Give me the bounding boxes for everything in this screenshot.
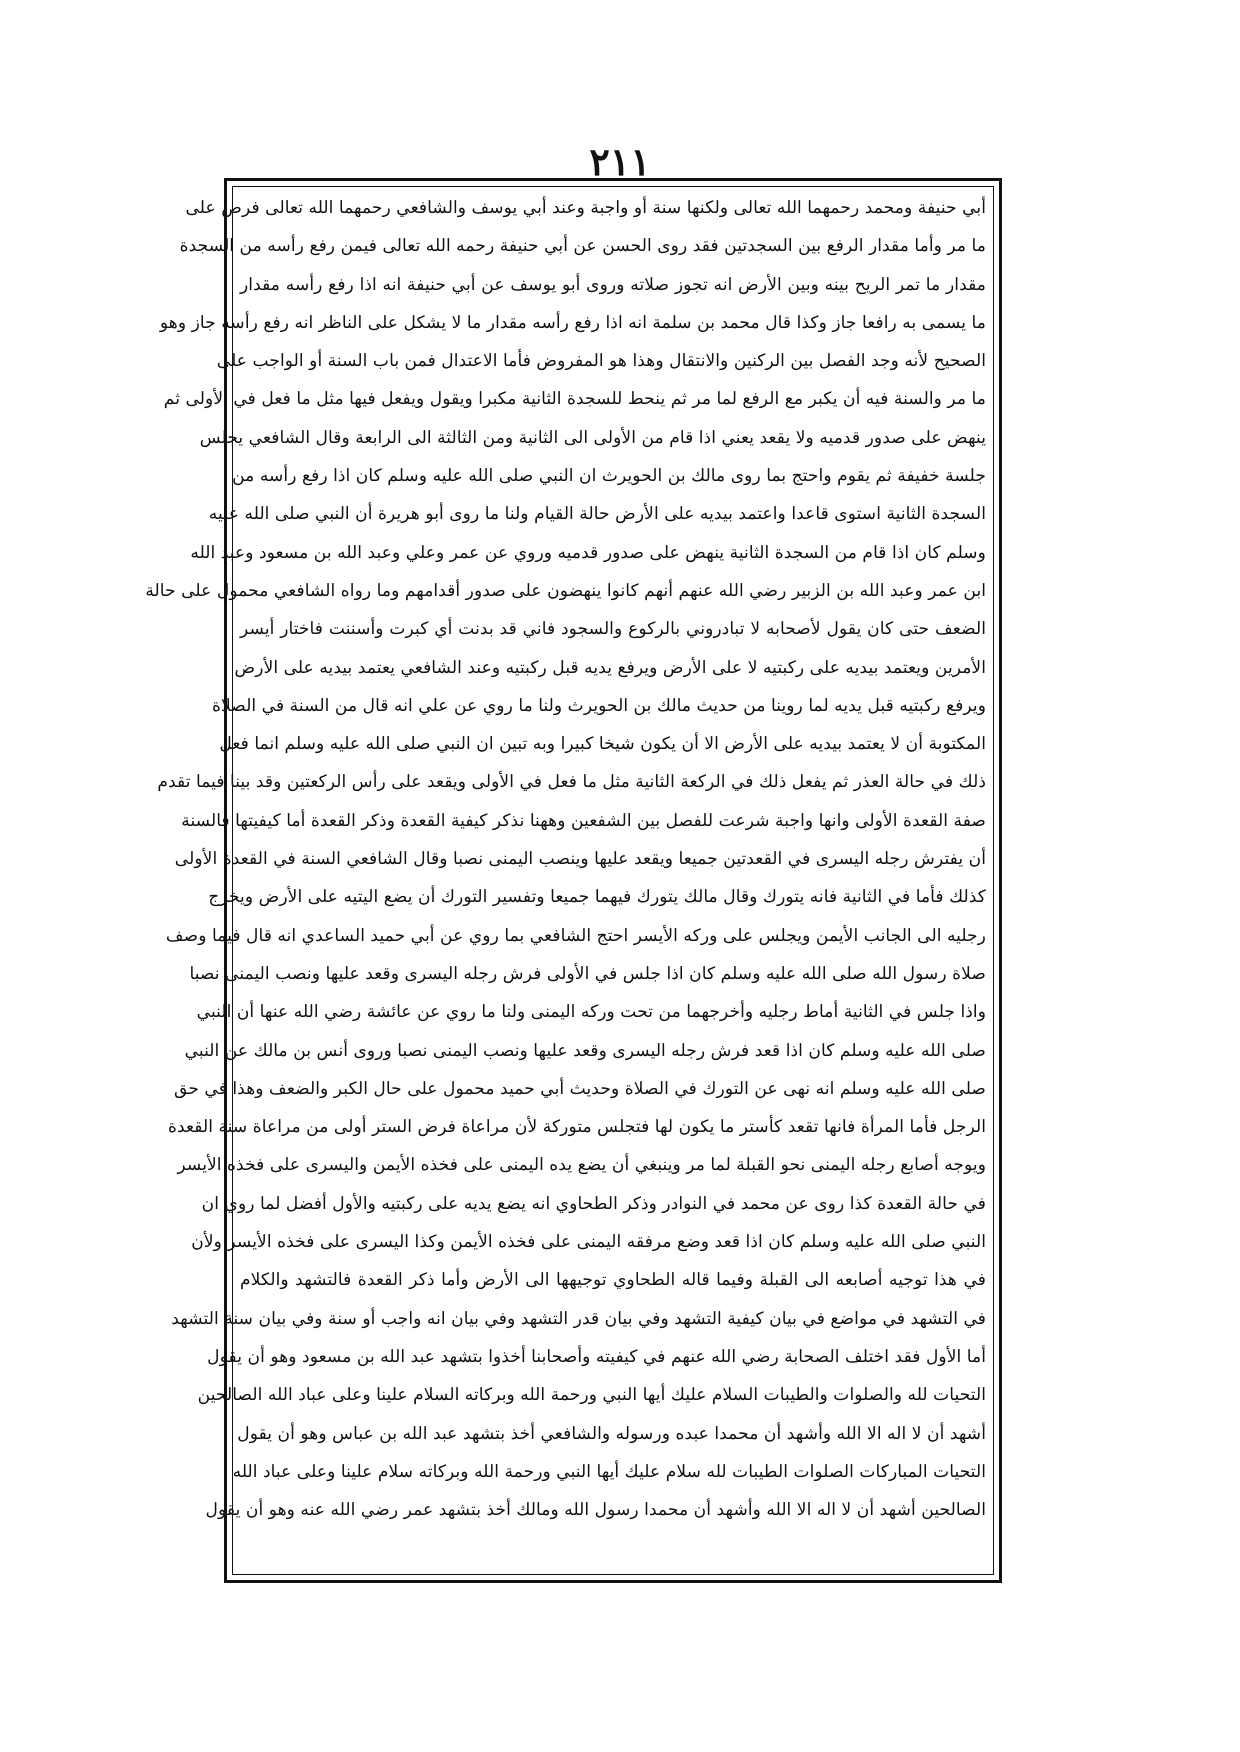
- text-line: الصالحين أشهد أن لا اله الا الله وأشهد أن محمدا رسول الله ومالك أخذ بتشهد عمر رضي الله عنه وهو أن يقول: [205, 1500, 986, 1521]
- text-line: ينهض على صدور قدميه ولا يقعد يعني اذا قام من الأولى الى الثانية ومن الثالثة الى الرابعة وقال الشافعي يجلس: [199, 427, 986, 448]
- text-line: مقدار ما تمر الريح بينه وبين الأرض انه تجوز صلاته وروى أبو يوسف عن أبي حنيفة انه اذا رفع رأسه مقدار: [240, 274, 986, 295]
- text-line: صلى الله عليه وسلم كان اذا قعد فرش رجله اليسرى وقعد عليها ونصب اليمنى نصبا وروى أنس بن مالك عن النبي: [184, 1040, 986, 1061]
- text-body: [145, 189, 986, 1569]
- text-line: ويرفع ركبتيه قبل يديه لما روينا من حديث مالك بن الحويرث ولنا ما روي عن علي انه قال من السنة في الصلاة: [212, 695, 986, 716]
- text-line: ما يسمى به رافعا جاز وكذا قال محمد بن سلمة انه اذا رفع رأسه مقدار ما لا يشكل على الناظر انه رفع رأسه جاز وهو: [159, 312, 986, 333]
- text-line: أشهد أن لا اله الا الله وأشهد أن محمدا عبده ورسوله والشافعي أخذ بتشهد عبد الله بن عباس وهو أن يقول: [237, 1423, 986, 1444]
- page-number: ٢١١: [589, 139, 651, 184]
- text-line: التحيات المباركات الصلوات الطيبات لله سلام عليك أيها النبي ورحمة الله وبركاته سلام علينا وعلى عباد الله: [232, 1461, 986, 1482]
- text-line: أبي حنيفة ومحمد رحمهما الله تعالى ولكنها سنة أو واجبة وعند أبي يوسف والشافعي رحمهما الله تعالى فرض على: [185, 198, 986, 218]
- text-line: أما الأول فقد اختلف الصحابة رضي الله عنهم في كيفيته وأصحابنا أخذوا بتشهد عبد الله بن مسعود وهو أن يقول: [207, 1346, 986, 1367]
- text-line: السجدة الثانية استوى قاعدا واعتمد بيديه على الأرض حالة القيام ولنا ما روى أبو هريرة أن النبي صلى الله عليه: [208, 504, 986, 525]
- text-line: صلى الله عليه وسلم انه نهى عن التورك في الصلاة وحديث أبي حميد محمول على حال الكبر والضعف وهذا في حق: [173, 1078, 986, 1099]
- text-line: الرجل فأما المرأة فانها تقعد كأستر ما يكون لها فتجلس متوركة لأن مراعاة فرض الستر أولى من مراعاة سنة القعدة: [167, 1117, 986, 1138]
- text-line: ابن عمر وعبد الله بن الزبير رضي الله عنهم أنهم كانوا ينهضون على صدور أقدامهم وما رواه الشافعي محمول على حالة: [145, 580, 986, 601]
- text-line: وسلم كان اذا قام من السجدة الثانية ينهض على صدور قدميه وروي عن عمر وعلي وعبد الله بن مسعود وعبد الله: [190, 542, 986, 563]
- text-line: أن يفترش رجله اليسرى في القعدتين جميعا ويقعد عليها وينصب اليمنى نصبا وقال الشافعي السنة في القعدة الأولى: [174, 849, 986, 870]
- text-line: التحيات لله والصلوات والطيبات السلام عليك أيها النبي ورحمة الله وبركاته السلام علينا وعلى عباد الله الصالحين: [197, 1385, 986, 1406]
- text-line: ما مر والسنة فيه أن يكبر مع الرفع لما مر ثم ينحط للسجدة الثانية مكبرا ويقول ويفعل فيها مثل ما فعل في الأولى ثم: [163, 389, 986, 410]
- text-line: في حالة القعدة كذا روى عن محمد في النوادر وذكر الطحاوي انه يضع يديه على ركبتيه والأول أفضل لما روي ان: [201, 1193, 986, 1214]
- text-line: ويوجه أصابع رجله اليمنى نحو القبلة لما مر وينبغي أن يضع يده اليمنى على فخذه الأيمن واليسرى على فخذه الأيسر: [177, 1155, 986, 1176]
- text-line: الأمرين ويعتمد بيديه على ركبتيه لا على الأرض ويرفع يديه قبل ركبتيه وعند الشافعي يعتمد بيديه على الأرض: [234, 657, 986, 678]
- text-line: المكتوبة أن لا يعتمد بيديه على الأرض الا أن يكون شيخا كبيرا وبه تبين ان النبي صلى الله عليه وسلم انما فعل: [219, 734, 986, 755]
- text-line: واذا جلس في الثانية أماط رجليه وأخرجهما من تحت وركه اليمنى ولنا ما روي عن عائشة رضي الله عنها أن النبي: [196, 1002, 986, 1023]
- text-line: في التشهد في مواضع في بيان كيفية التشهد وفي بيان قدر التشهد وفي بيان انه واجب أو سنة وفي بيان سنة التشهد: [171, 1308, 986, 1329]
- text-line: جلسة خفيفة ثم يقوم واحتج بما روى مالك بن الحويرث ان النبي صلى الله عليه وسلم كان اذا رفع رأسه من: [232, 466, 986, 487]
- text-line: الضعف حتى كان يقول لأصحابه لا تبادروني بالركوع والسجود فاني قد بدنت أي كبرت وأسننت فاختار أيسر: [240, 619, 986, 640]
- text-line: ذلك في حالة العذر ثم يفعل ذلك في الركعة الثانية مثل ما فعل في الأولى ويقعد على رأس الركعتين وقد بينا فيما تقدم: [157, 772, 986, 793]
- text-line: صفة القعدة الأولى وانها واجبة شرعت للفصل بين الشفعين وههنا نذكر كيفية القعدة وذكر القعدة أما كيفيتها فالسنة: [181, 810, 986, 831]
- text-line: رجليه الى الجانب الأيمن ويجلس على وركه الأيسر احتج الشافعي بما روي عن أبي حميد الساعدي انه قال فيما وصف: [165, 925, 986, 946]
- text-line: صلاة رسول الله صلى الله عليه وسلم كان اذا جلس في الأولى فرش رجله اليسرى وقعد عليها ونصب اليمنى نصبا: [189, 963, 986, 984]
- text-line: النبي صلى الله عليه وسلم كان اذا قعد وضع مرفقه اليمنى على فخذه الأيمن وكذا اليسرى على فخذه الأيسر ولأن: [191, 1232, 986, 1253]
- text-line: ما مر وأما مقدار الرفع بين السجدتين فقد روى الحسن عن أبي حنيفة رحمه الله تعالى فيمن رفع رأسه من السجدة: [179, 236, 986, 257]
- text-line: كذلك فأما في الثانية فانه يتورك وقال مالك يتورك فيهما جميعا وتفسير التورك أن يضع اليتيه على الأرض ويخرج: [208, 887, 986, 908]
- text-line: في هذا توجيه أصابعه الى القبلة وفيما قاله الطحاوي توجيهها الى الأرض وأما ذكر القعدة فالتشهد والكلام: [240, 1270, 986, 1291]
- text-line: الصحيح لأنه وجد الفصل بين الركنين والانتقال وهذا هو المفروض فأما الاعتدال فمن باب السنة أو الواجب على: [216, 351, 986, 372]
